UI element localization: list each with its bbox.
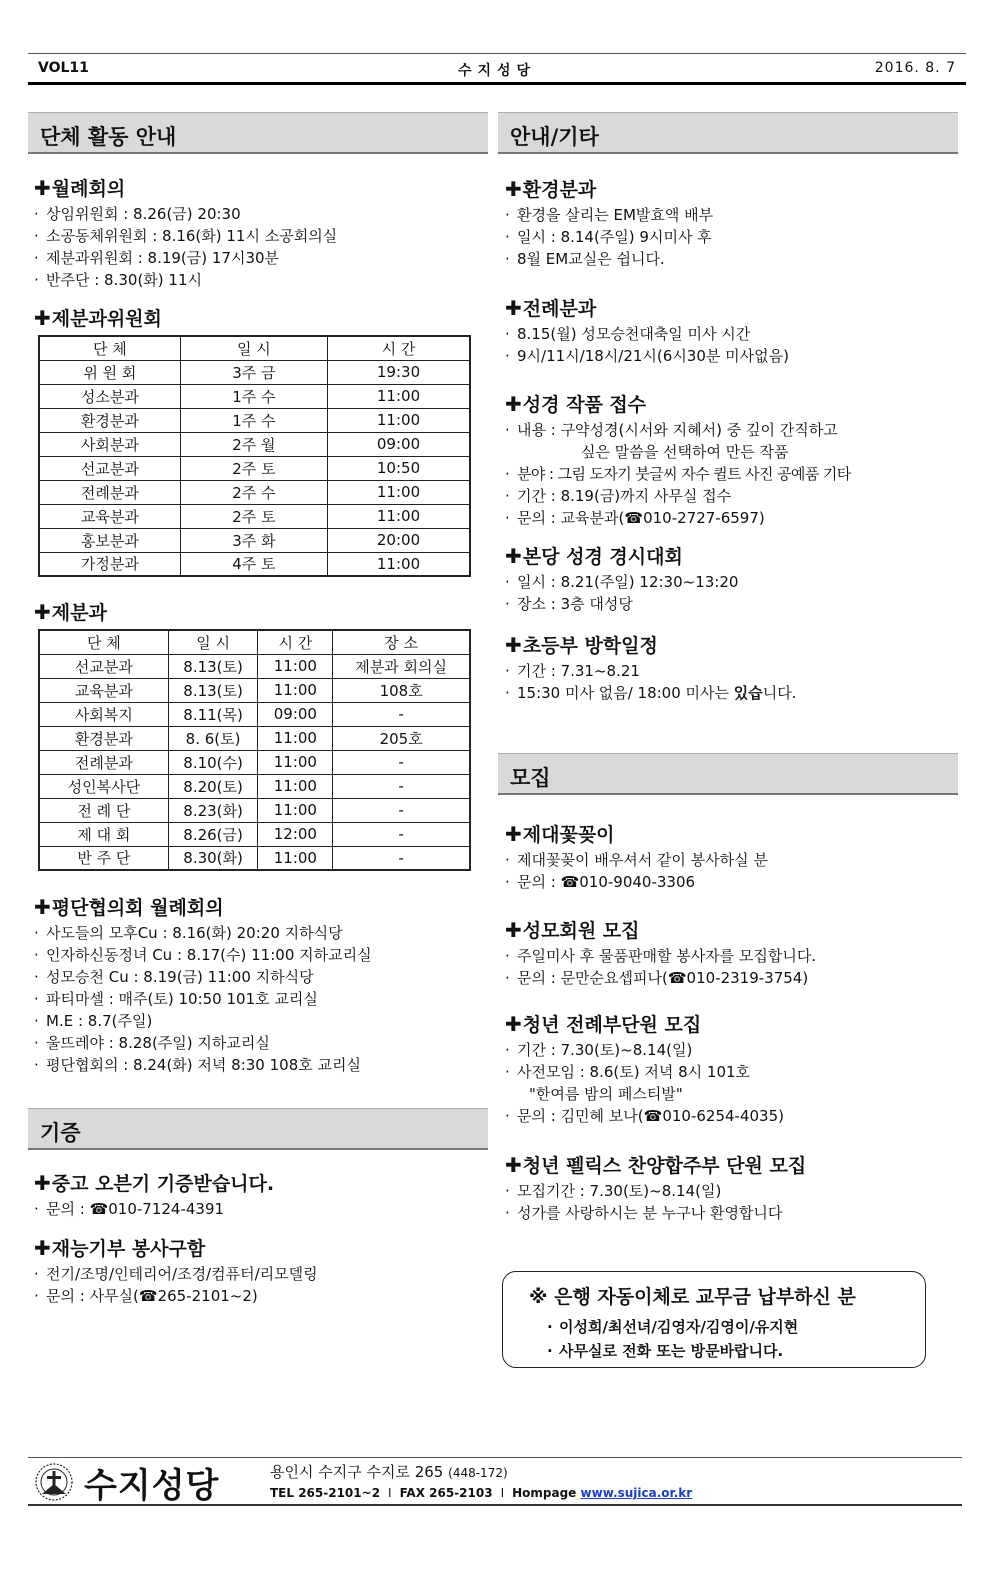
list-item: · 내용 : 구약성경(시서와 지혜서) 중 깊이 간직하고 <box>505 419 851 441</box>
table-cell: 108호 <box>333 678 470 702</box>
list-item: · 일시 : 8.21(주일) 12:30~13:20 <box>505 571 738 593</box>
table-cell: 사회복지 <box>39 702 168 726</box>
table-cell: 09:00 <box>328 432 470 456</box>
divisions-table <box>38 629 471 871</box>
table-cell: 11:00 <box>328 384 470 408</box>
table-row <box>39 432 470 456</box>
list-item-continued: 싶은 말씀을 선택하여 만든 작품 <box>581 443 789 461</box>
table-row <box>39 846 470 870</box>
list-item: · 장소 : 3층 대성당 <box>505 593 738 615</box>
table-cell: 19:30 <box>328 360 470 384</box>
table-cell: 홍보분과 <box>39 528 180 552</box>
committee-block <box>34 306 162 333</box>
table-cell: - <box>333 798 470 822</box>
table-row <box>39 408 470 432</box>
table-cell: 1주 수 <box>180 408 327 432</box>
table-cell: 환경분과 <box>39 408 180 432</box>
table-cell: 3주 금 <box>180 360 327 384</box>
oven-block <box>34 1171 274 1220</box>
table-cell: 11:00 <box>328 408 470 432</box>
list-item: · 문의 : 김민혜 보나(☎010-6254-4035) <box>505 1105 784 1127</box>
table-cell: 8. 6(토) <box>168 726 258 750</box>
section-bar-group: 단체 활동 안내 <box>28 112 488 154</box>
table-row <box>39 750 470 774</box>
list-item: · 모집기간 : 7.30(토)~8.14(일) <box>505 1180 806 1202</box>
table-cell: 2주 토 <box>180 504 327 528</box>
footer-contact: TEL 265-2101~2 I FAX 265-2103 I Hompage www.sujica.or.kr <box>270 1486 693 1500</box>
list-item: · 반주단 : 8.30(화) 11시 <box>34 269 337 291</box>
church-logo-icon <box>34 1462 74 1502</box>
vacation-block <box>505 633 797 704</box>
header-cell: 단 체 <box>39 630 168 654</box>
table-cell: 2주 월 <box>180 432 327 456</box>
volume-label: VOL11 <box>38 60 89 76</box>
vacation-title: ✚초등부 방학일정 <box>505 633 658 657</box>
cross-icon: ✚ <box>34 1171 51 1195</box>
table-row <box>39 774 470 798</box>
youth-liturgy-block <box>505 1012 784 1127</box>
section-bar-recruit: 모집 <box>498 753 958 795</box>
table-cell: - <box>333 702 470 726</box>
list-item: · 상임위원회 : 8.26(금) 20:30 <box>34 203 337 225</box>
table-row <box>39 654 470 678</box>
table-row <box>39 726 470 750</box>
list-item: · 8.15(월) 성모승천대축일 미사 시간 <box>505 323 789 345</box>
table-row <box>39 702 470 726</box>
table-cell: 11:00 <box>258 726 333 750</box>
table-cell: 12:00 <box>258 822 333 846</box>
table-cell: 8.13(토) <box>168 654 258 678</box>
notice-line: · 이성희/최선녀/김영자/김영이/유지현 <box>547 1315 909 1339</box>
table-cell: 11:00 <box>258 798 333 822</box>
table-cell: 11:00 <box>258 750 333 774</box>
table-cell: - <box>333 822 470 846</box>
table-row <box>39 360 470 384</box>
env-block <box>505 177 713 270</box>
table-cell: - <box>333 846 470 870</box>
table-cell: 교육분과 <box>39 678 168 702</box>
table-cell: 11:00 <box>328 504 470 528</box>
section-bar-donation: 기증 <box>28 1108 488 1150</box>
table-cell: 위 원 회 <box>39 360 180 384</box>
section-bar-info: 안내/기타 <box>498 112 958 154</box>
cross-icon: ✚ <box>34 306 51 330</box>
cross-icon: ✚ <box>34 895 51 919</box>
table-cell: - <box>333 750 470 774</box>
youth-choir-block <box>505 1153 806 1224</box>
cross-icon: ✚ <box>505 633 522 657</box>
table-cell: 2주 수 <box>180 480 327 504</box>
list-item: · 사전모임 : 8.6(토) 저녁 8시 101호 <box>505 1061 784 1083</box>
table-cell: 사회분과 <box>39 432 180 456</box>
list-item: · 기간 : 7.30(토)~8.14(일) <box>505 1039 784 1061</box>
list-item: · 성가를 사랑하시는 분 누구나 환영합니다 <box>505 1202 806 1224</box>
list-item: · 분야 : 그림 도자기 붓글씨 자수 퀼트 사진 공예품 기타 <box>505 463 851 485</box>
table-cell: 8.20(토) <box>168 774 258 798</box>
table-cell: 20:00 <box>328 528 470 552</box>
table-cell: 가정분과 <box>39 552 180 576</box>
header-date: 2016. 8. 7 <box>874 60 956 76</box>
table-row <box>39 552 470 576</box>
table-header-row <box>39 630 470 654</box>
cross-icon: ✚ <box>505 822 522 846</box>
table-cell: 성소분과 <box>39 384 180 408</box>
notice-line: · 사무실로 전화 또는 방문바랍니다. <box>547 1339 909 1363</box>
table-row <box>39 678 470 702</box>
cross-icon: ✚ <box>505 544 522 568</box>
list-item: · M.E : 8.7(주일) <box>34 1010 372 1032</box>
laity-block <box>34 895 372 1076</box>
notice-box <box>502 1271 926 1368</box>
header-cell: 일 시 <box>168 630 258 654</box>
header-title: 수지성당 <box>457 63 537 79</box>
table-cell: 8.13(토) <box>168 678 258 702</box>
list-item: · 문의 : 문만순요셉피나(☎010-2319-3754) <box>505 967 816 989</box>
bible-work-title: ✚성경 작품 접수 <box>505 392 647 416</box>
table-cell: 선교분과 <box>39 456 180 480</box>
table-row <box>39 480 470 504</box>
header-cell: 장 소 <box>333 630 470 654</box>
table-row <box>39 504 470 528</box>
committee-table <box>38 335 471 577</box>
table-cell: 성인복사단 <box>39 774 168 798</box>
table-row <box>39 528 470 552</box>
liturgy-block <box>505 296 789 367</box>
logo-text: 수지성당 <box>84 1466 220 1506</box>
homepage-link[interactable]: www.sujica.or.kr <box>580 1486 693 1500</box>
table-cell: 4주 토 <box>180 552 327 576</box>
table-cell: 8.11(목) <box>168 702 258 726</box>
table-row <box>39 456 470 480</box>
list-item: · 전기/조명/인테리어/조경/컴퓨터/리모델링 <box>34 1263 318 1285</box>
table-cell: 8.30(화) <box>168 846 258 870</box>
table-cell: 11:00 <box>258 654 333 678</box>
liturgy-title: ✚전례분과 <box>505 296 597 320</box>
table-cell: 205호 <box>333 726 470 750</box>
table-cell: - <box>333 774 470 798</box>
talent-block <box>34 1236 318 1307</box>
list-item: · 제대꽃꽂이 배우셔서 같이 봉사하실 분 <box>505 849 768 871</box>
list-item: · 기간 : 7.31~8.21 <box>505 660 797 682</box>
list-item: · 문의 : 교육분과(☎010-2727-6597) <box>505 507 851 529</box>
altar-flower-block <box>505 822 768 893</box>
cross-icon: ✚ <box>505 296 522 320</box>
bible-contest-title: ✚본당 성경 경시대회 <box>505 544 683 568</box>
bible-work-block <box>505 392 851 529</box>
header-top-rule <box>28 53 966 54</box>
cross-icon: ✚ <box>505 1012 522 1036</box>
header-bottom-rule <box>28 82 966 85</box>
list-item: · 일시 : 8.14(주일) 9시미사 후 <box>505 226 713 248</box>
list-item: · 문의 : ☎010-7124-4391 <box>34 1198 274 1220</box>
table-cell: 11:00 <box>258 774 333 798</box>
table-cell: 환경분과 <box>39 726 168 750</box>
mother-assoc-block <box>505 918 816 989</box>
header <box>28 58 966 82</box>
header-cell: 시 간 <box>258 630 333 654</box>
table-cell: 전 례 단 <box>39 798 168 822</box>
altar-flower-title: ✚제대꽃꽂이 <box>505 822 615 846</box>
header-cell: 시 간 <box>328 336 470 360</box>
table-cell: 11:00 <box>328 552 470 576</box>
list-item-continued: "한여름 밤의 페스티발" <box>529 1085 683 1103</box>
oven-title: ✚중고 오븐기 기증받습니다. <box>34 1171 275 1195</box>
table-cell: 제 대 회 <box>39 822 168 846</box>
table-cell: 3주 화 <box>180 528 327 552</box>
list-item: · 제분과위원회 : 8.19(금) 17시30분 <box>34 247 337 269</box>
list-item: · 평단협회의 : 8.24(화) 저녁 8:30 108호 교리실 <box>34 1054 372 1076</box>
mother-assoc-title: ✚성모회원 모집 <box>505 918 640 942</box>
cross-icon: ✚ <box>505 1153 522 1177</box>
cross-icon: ✚ <box>34 1236 51 1260</box>
monthly-meeting-block <box>34 176 337 291</box>
table-cell: 전례분과 <box>39 480 180 504</box>
divisions-title: ✚제분과 <box>34 600 107 624</box>
footer-address: 용인시 수지구 수지로 265 (448-172) <box>270 1463 508 1481</box>
list-item: · 9시/11시/18시/21시(6시30분 미사없음) <box>505 345 789 367</box>
table-cell: 10:50 <box>328 456 470 480</box>
table-cell: 교육분과 <box>39 504 180 528</box>
table-row <box>39 822 470 846</box>
table-header-row <box>39 336 470 360</box>
cross-icon: ✚ <box>505 177 522 201</box>
table-cell: 1주 수 <box>180 384 327 408</box>
laity-title: ✚평단협의회 월례회의 <box>34 895 224 919</box>
table-cell: 8.10(수) <box>168 750 258 774</box>
divisions-block <box>34 600 107 627</box>
table-cell: 11:00 <box>328 480 470 504</box>
table-row <box>39 384 470 408</box>
cross-icon: ✚ <box>34 600 51 624</box>
youth-liturgy-title: ✚청년 전례부단원 모집 <box>505 1012 702 1036</box>
list-item: · 문의 : ☎010-9040-3306 <box>505 871 768 893</box>
committee-title: ✚제분과위원회 <box>34 306 162 330</box>
list-item: · 8월 EM교실은 쉽니다. <box>505 248 713 270</box>
table-cell: 2주 토 <box>180 456 327 480</box>
list-item: · 소공동체위원회 : 8.16(화) 11시 소공회의실 <box>34 225 337 247</box>
table-cell: 선교분과 <box>39 654 168 678</box>
table-cell: 반 주 단 <box>39 846 168 870</box>
table-cell: 09:00 <box>258 702 333 726</box>
list-item: · 주일미사 후 물품판매할 봉사자를 모집합니다. <box>505 945 816 967</box>
table-cell: 11:00 <box>258 846 333 870</box>
cross-icon: ✚ <box>505 392 522 416</box>
notice-title: ※ 은행 자동이체로 교무금 납부하신 분 <box>529 1286 856 1308</box>
list-item: · 울뜨레야 : 8.28(주일) 지하교리실 <box>34 1032 372 1054</box>
list-item: · 사도들의 모후Cu : 8.16(화) 20:20 지하식당 <box>34 922 372 944</box>
cross-icon: ✚ <box>34 176 51 200</box>
talent-title: ✚재능기부 봉사구함 <box>34 1236 206 1260</box>
list-item: · 기간 : 8.19(금)까지 사무실 접수 <box>505 485 851 507</box>
header-cell: 일 시 <box>180 336 327 360</box>
cross-icon: ✚ <box>505 918 522 942</box>
header-cell: 단 체 <box>39 336 180 360</box>
table-cell: 제분과 회의실 <box>333 654 470 678</box>
monthly-title: ✚월례회의 <box>34 176 126 200</box>
table-cell: 8.23(화) <box>168 798 258 822</box>
table-row <box>39 798 470 822</box>
bible-contest-block <box>505 544 738 615</box>
list-item: · 환경을 살리는 EM발효액 배부 <box>505 204 713 226</box>
table-cell: 11:00 <box>258 678 333 702</box>
list-item: · 15:30 미사 없음/ 18:00 미사는 있습니다. <box>505 682 797 704</box>
list-item: · 문의 : 사무실(☎265-2101~2) <box>34 1285 318 1307</box>
env-title: ✚환경분과 <box>505 177 597 201</box>
list-item: · 파티마셀 : 매주(토) 10:50 101호 교리실 <box>34 988 372 1010</box>
list-item: · 성모승천 Cu : 8.19(금) 11:00 지하식당 <box>34 966 372 988</box>
table-cell: 8.26(금) <box>168 822 258 846</box>
table-cell: 전례분과 <box>39 750 168 774</box>
youth-choir-title: ✚청년 펠릭스 찬양합주부 단원 모집 <box>505 1153 807 1177</box>
footer-bottom-rule <box>28 1504 962 1506</box>
list-item: · 인자하신동정녀 Cu : 8.17(수) 11:00 지하교리실 <box>34 944 372 966</box>
